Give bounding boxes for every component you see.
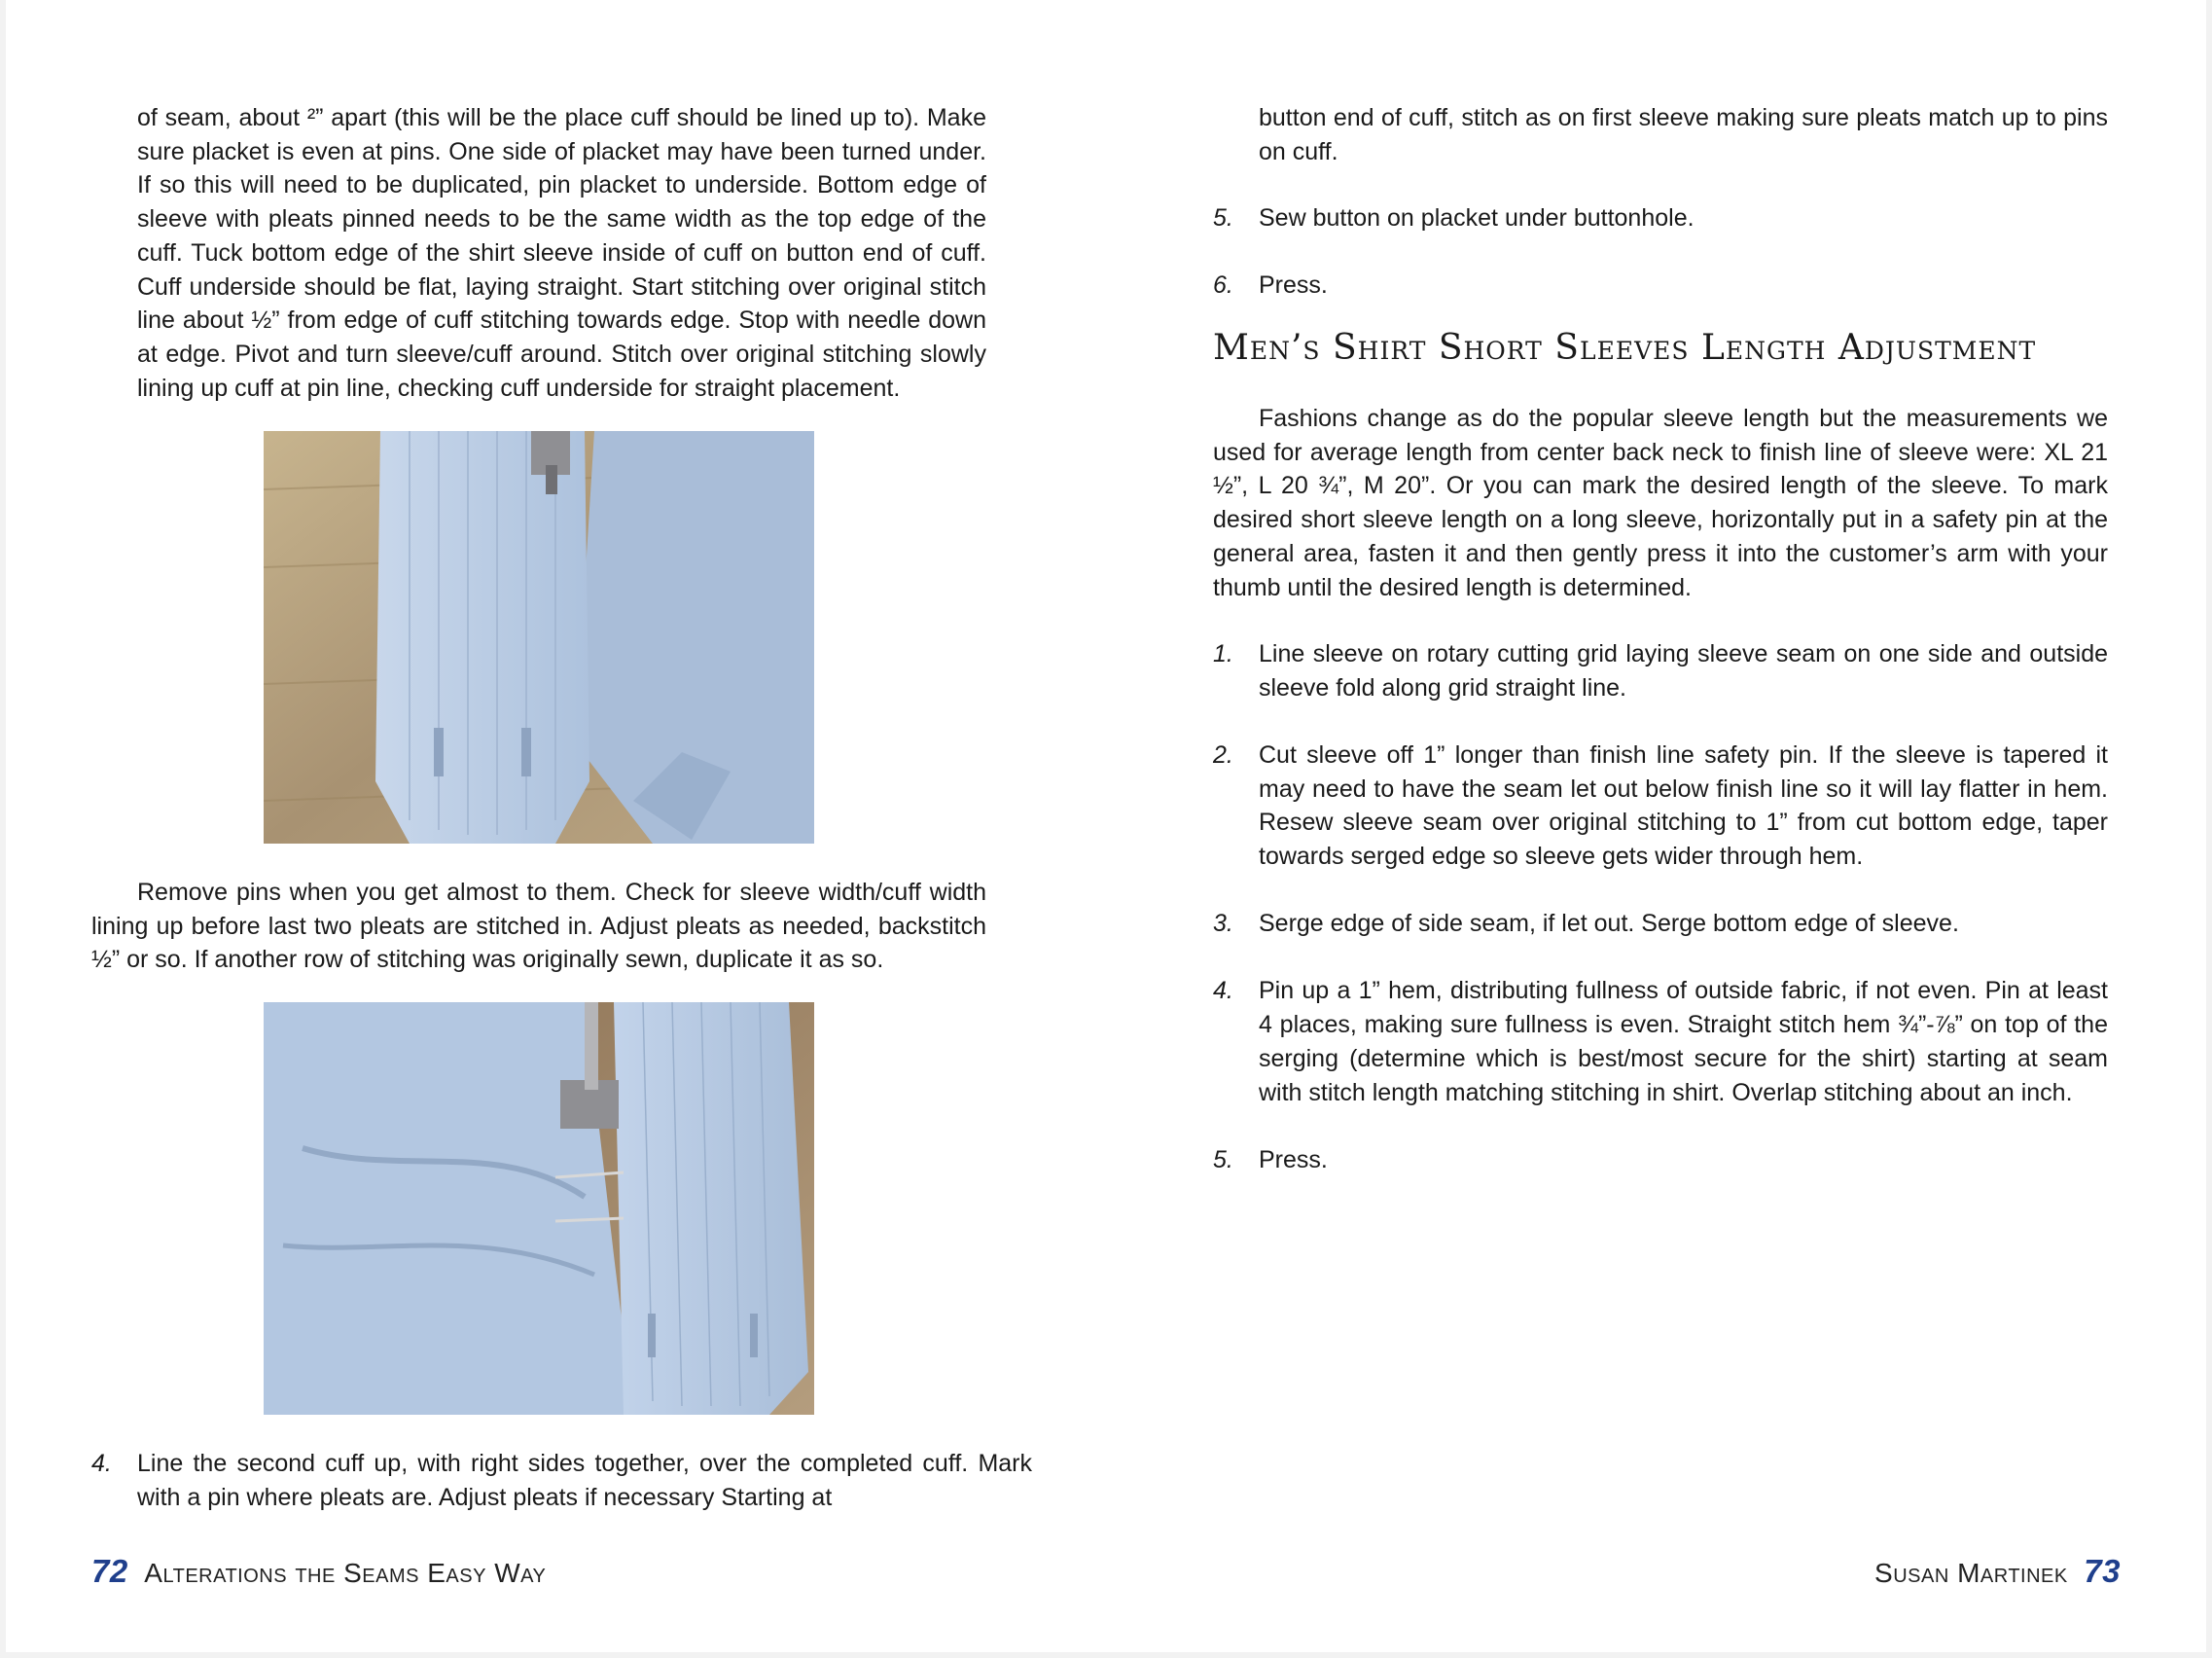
left-paragraph-remove-pins: Remove pins when you get almost to them. Check for sleeve width/cuff width lining up before last two pleats are stitched in. Adjust pleats as needed, backstitch ½” or so. If another row of stitching was originally sewn, duplicate it as so. [91,879,986,974]
step-text: Cut sleeve off 1” longer than finish line safety pin. If the sleeve is tapered it may need to have the seam let out below finish line so it will lay flatter in hem. Resew sleeve seam over original stitching to 1” from cut bottom edge, taper towards serged edge so sleeve gets wider through hem. [1259,740,2108,871]
list-item [1213,974,2108,1109]
right-steps-a [1213,201,2108,335]
right-intro-paragraph: Fashions change as do the popular sleeve length but the measurements we used for average length from center back neck to finish line of sleeve were: XL 21 ½”, L 20 ¾”, M 20”. Or you can mark the desired length of the sleeve. To mark desired short sleeve length on a long sleeve, horizontally put in a safety pin at the general area, fasten it and then gently press it into the customer’s arm with your thumb until the desired length is determined. [1213,405,2108,601]
left-step-4 [91,1447,1032,1514]
list-item [1213,269,2108,303]
step-text: Pin up a 1” hem, distributing fullness of outside fabric, if not even. Pin at least 4 places, making sure fullness is even. Straight stitch hem ¾”-⅞” on top of the serging (determine which is best/most secure for the shirt) starting at seam with stitch length matching stitching in shirt. Overlap stitching about an inch. [1259,977,2108,1106]
page-number-left: 72 [91,1553,128,1589]
step-text: Sew button on placket under buttonhole. [1259,204,1695,232]
step-number: 6. [1213,270,1233,299]
step-number: 3. [1213,910,1233,938]
list-item [1213,637,2108,704]
step-number: 5. [1213,1145,1233,1173]
left-footer [91,1553,546,1590]
section-heading: Men’s Shirt Short Sleeves Length Adjustment [1213,328,2037,368]
step-number: 4. [91,1450,112,1477]
step-number: 4. [1213,977,1233,1005]
right-steps-b [1213,637,2108,1210]
step-text: Press. [1259,1145,1328,1173]
right-footer [1874,1553,2121,1590]
author-name: Susan Martinek [1874,1558,2068,1588]
list-item [1213,1143,2108,1177]
list-item [1213,201,2108,235]
step-number: 2. [1213,740,1233,769]
page-number-right: 73 [2084,1553,2121,1589]
step-text: Line the second cuff up, with right sides together, over the completed cuff. Mark with a pin where pleats are. Adjust pleats if necessary Starting at [137,1450,1032,1511]
list-item [1213,739,2108,874]
cuff-stitching-photo-2 [264,1002,814,1415]
cuff-stitching-photo-1 [264,431,814,844]
left-intro-paragraph: of seam, about ²” apart (this will be the place cuff should be lined up to). Make sure placket is even at pins. One side of placket may have been turned under. If so this will need to be duplicated, pin placket to underside. Bottom edge of sleeve with pleats pinned needs to be the same width as the top edge of the cuff. Tuck bottom edge of the shirt sleeve inside of cuff on button end of cuff. Cuff underside should be flat, laying straight. Start stitching over original stitch line about ½” from edge of cuff stitching towards edge. Stop with needle down at edge. Pivot and turn sleeve/cuff around. Stitch over original stitching slowly lining up cuff at pin line, checking cuff underside for straight placement. [137,104,986,402]
step-number: 1. [1213,640,1233,667]
book-title: Alterations the Seams Easy Way [144,1558,547,1588]
right-continued-text: button end of cuff, stitch as on first sleeve making sure pleats match up to pins on cuff. [1259,104,2108,165]
step-text: Line sleeve on rotary cutting grid laying sleeve seam on one side and outside sleeve fold along grid straight line. [1259,640,2108,702]
step-text: Serge edge of side seam, if let out. Serge bottom edge of sleeve. [1259,910,1959,938]
list-item [1213,907,2108,941]
step-number: 5. [1213,204,1233,232]
step-text: Press. [1259,270,1328,299]
